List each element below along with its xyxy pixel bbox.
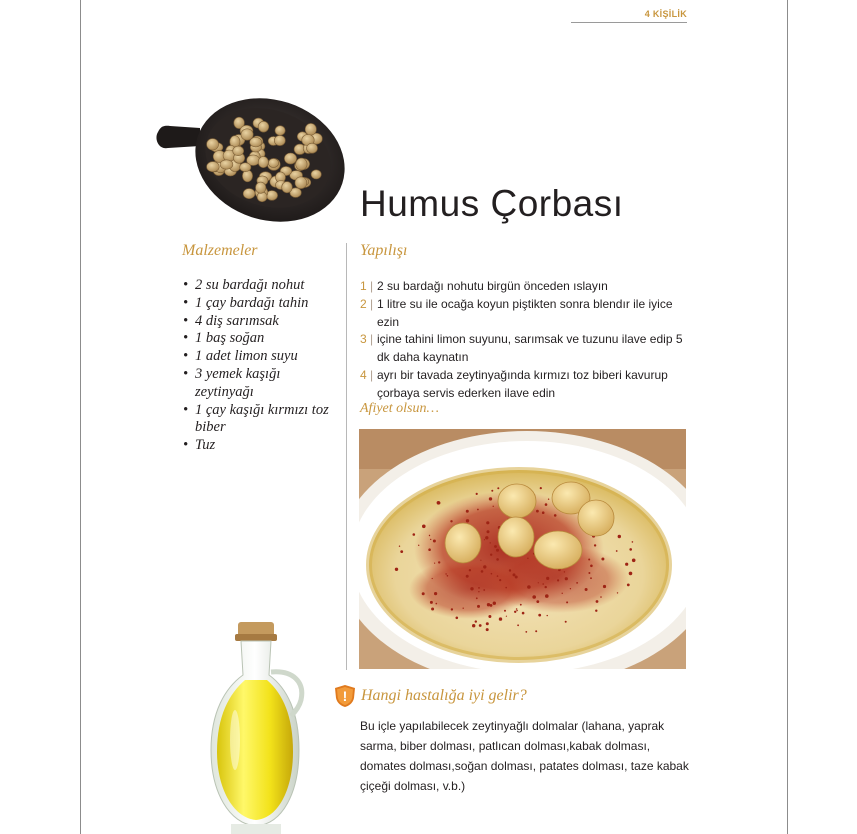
paprika-speck	[438, 502, 441, 505]
paprika-speck	[554, 514, 557, 517]
paprika-speck	[493, 506, 494, 507]
step-text: 1 litre su ile ocağa koyun piştikten sonra blendır ile iyice ezin	[377, 296, 673, 329]
paprika-speck	[616, 550, 618, 552]
paprika-speck	[476, 493, 478, 495]
step-number	[360, 278, 373, 296]
paprika-speck	[536, 510, 539, 513]
chickpea	[250, 137, 262, 147]
paprika-speck	[399, 546, 400, 547]
paprika-speck	[463, 608, 464, 609]
paprika-speck	[487, 530, 490, 533]
step-text: içine tahini limon suyunu, sarımsak ve tuzunu ilave edip 5 dk daha kaynatın	[377, 332, 683, 365]
paprika-speck	[562, 593, 563, 594]
ingredient-item	[183, 366, 341, 402]
paprika-speck	[395, 568, 398, 571]
ingredient-item	[183, 295, 341, 313]
info-heading: Hangi hastalığa iyi gelir?	[361, 687, 527, 704]
paprika-speck	[546, 577, 549, 580]
paprika-speck	[496, 549, 499, 552]
paprika-speck	[493, 602, 496, 605]
chickpea	[307, 143, 318, 153]
paprika-speck	[466, 575, 469, 578]
paprika-speck	[478, 587, 480, 589]
paprika-speck	[625, 563, 628, 566]
paprika-speck	[538, 614, 541, 617]
paprika-speck	[483, 589, 485, 591]
step-item	[360, 367, 690, 403]
paprika-speck	[434, 592, 437, 595]
bullet: •	[183, 365, 189, 382]
recipe-title: Humus Çorbası	[360, 183, 624, 224]
paprika-speck	[433, 540, 436, 543]
paprika-speck	[466, 519, 469, 522]
paprika-speck	[565, 577, 568, 580]
paprika-speck	[478, 591, 479, 592]
paprika-speck	[588, 572, 590, 574]
olive-oil-bottle-image	[205, 620, 305, 834]
ingredient-text: 3 yemek kaşığı zeytinyağı	[195, 365, 281, 400]
step-number-value: 3	[360, 332, 367, 347]
paprika-speck	[565, 621, 567, 623]
step-separator: |	[370, 279, 374, 293]
step-number	[360, 331, 373, 349]
serving-count: 4 KİŞİLİK	[571, 9, 687, 23]
hummus-soup-photo	[359, 429, 686, 669]
step-item	[360, 331, 690, 367]
paprika-speck	[513, 573, 516, 576]
paprika-speck	[491, 573, 493, 575]
paprika-speck	[450, 520, 452, 522]
paprika-speck	[477, 509, 479, 511]
paprika-speck	[429, 535, 430, 536]
paprika-speck	[475, 620, 477, 622]
bullet: •	[183, 330, 189, 347]
paprika-speck	[466, 510, 469, 513]
paprika-speck	[434, 563, 435, 564]
paprika-speck	[595, 610, 597, 612]
paprika-speck	[504, 610, 506, 612]
paprika-speck	[438, 561, 440, 563]
paprika-speck	[601, 558, 604, 561]
ingredient-item	[183, 277, 341, 295]
paprika-speck	[509, 569, 511, 571]
step-item	[360, 296, 690, 332]
paprika-speck	[469, 569, 471, 571]
paprika-speck	[514, 611, 516, 613]
paprika-speck	[491, 490, 493, 492]
ingredient-item	[183, 437, 341, 455]
paprika-speck	[557, 579, 559, 581]
paprika-speck	[496, 558, 499, 561]
step-item	[360, 278, 690, 296]
chickpea-scoop-image	[152, 98, 348, 228]
paprika-speck	[413, 533, 416, 536]
chickpea	[240, 163, 251, 172]
paprika-speck	[627, 584, 630, 587]
paprika-speck	[590, 565, 593, 568]
chickpea	[207, 162, 220, 172]
paprika-speck	[451, 608, 453, 610]
paprika-speck	[548, 499, 549, 500]
ingredients-heading: Malzemeler	[182, 242, 258, 259]
paprika-speck	[617, 592, 618, 593]
paprika-speck	[516, 610, 517, 611]
paprika-speck	[538, 582, 539, 583]
ingredient-text: Tuz	[195, 437, 216, 454]
paprika-speck	[422, 592, 425, 595]
paprika-speck	[497, 575, 499, 577]
paprika-speck	[483, 565, 486, 568]
paprika-speck	[540, 487, 542, 489]
step-separator: |	[370, 332, 374, 347]
ingredient-text: 4 diş sarımsak	[195, 312, 279, 329]
paprika-speck	[489, 497, 492, 500]
paprika-speck	[520, 604, 522, 606]
paprika-speck	[594, 544, 596, 546]
paprika-speck	[588, 559, 590, 561]
paprika-speck	[527, 585, 531, 589]
paprika-speck	[476, 597, 478, 599]
paprika-speck	[499, 617, 502, 620]
paprika-speck	[472, 624, 475, 627]
bullet: •	[183, 312, 189, 329]
paprika-speck	[545, 586, 547, 588]
paprika-speck	[547, 615, 548, 616]
paprika-speck	[430, 539, 431, 540]
paprika-speck	[456, 617, 459, 620]
chickpea	[311, 170, 321, 179]
chickpea	[274, 135, 285, 145]
paprika-speck	[542, 583, 544, 585]
ingredient-text: 1 çay bardağı tahin	[195, 294, 309, 311]
chickpea	[275, 126, 285, 136]
step-text: ayrı bir tavada zeytinyağında kırmızı toz biberi kavurup çorbaya servis ederken ilave edin	[377, 367, 668, 400]
paprika-speck	[535, 630, 537, 632]
chickpea	[296, 158, 307, 170]
step-number-value: 2	[360, 296, 367, 311]
paprika-speck	[506, 616, 507, 617]
chickpea	[207, 139, 219, 150]
paprika-speck	[570, 588, 571, 589]
paprika-speck	[499, 579, 501, 581]
paprika-speck	[542, 511, 545, 514]
ingredient-text: 1 baş soğan	[195, 330, 265, 347]
paprika-speck	[436, 603, 438, 605]
paprika-speck	[431, 608, 434, 611]
paprika-speck	[629, 572, 633, 576]
paprika-speck	[488, 615, 491, 618]
paprika-speck	[480, 560, 481, 561]
steps-heading: Yapılışı	[360, 242, 408, 259]
paprika-speck	[497, 487, 499, 489]
step-number	[360, 367, 373, 385]
paprika-speck	[545, 594, 549, 598]
exclamation-shield-icon	[333, 684, 357, 708]
chickpea	[284, 153, 296, 164]
paprika-speck	[486, 622, 489, 625]
paprika-speck	[515, 576, 518, 579]
paprika-speck	[477, 605, 480, 608]
paprika-speck	[596, 600, 599, 603]
paprika-speck	[486, 521, 489, 524]
step-number-value: 1	[360, 279, 367, 293]
paprika-speck	[479, 624, 482, 627]
paprika-speck	[566, 601, 568, 603]
paprika-speck	[545, 503, 548, 506]
closing-note: Afiyet olsun…	[360, 401, 439, 416]
paprika-speck	[525, 631, 527, 633]
info-text: Bu içle yapılabilecek zeytinyağlı dolmalar (lahana, yaprak sarma, biber dolması, patlıcan dolması,kabak dolması, domates dolması,soğan dolması, patates dolması, taze kabak çiçeği dolması, v.b.)	[360, 719, 689, 793]
paprika-speck	[505, 587, 507, 589]
paprika-speck	[536, 600, 539, 603]
chickpea	[258, 121, 269, 132]
ingredient-item	[183, 402, 341, 438]
chickpea	[233, 146, 244, 156]
paprika-speck	[486, 628, 489, 631]
chickpea	[258, 157, 268, 168]
paprika-speck	[532, 595, 536, 599]
page-right-border	[787, 0, 788, 834]
paprika-speck	[590, 577, 592, 579]
paprika-speck	[527, 558, 528, 559]
step-number-value: 4	[360, 367, 367, 382]
chickpea	[256, 182, 266, 193]
paprika-speck	[470, 587, 473, 590]
paprika-speck	[522, 612, 525, 615]
ingredient-text: 1 adet limon suyu	[195, 348, 298, 365]
paprika-speck	[516, 608, 518, 610]
ingredient-item	[183, 348, 341, 366]
bullet: •	[183, 348, 189, 365]
paprika-speck	[490, 554, 492, 556]
paprika-speck	[494, 545, 497, 548]
paprika-speck	[603, 585, 606, 588]
ingredients-list	[183, 277, 341, 455]
paprika-speck	[632, 559, 636, 563]
paprika-speck	[487, 603, 490, 606]
bullet: •	[183, 294, 189, 311]
paprika-speck	[447, 575, 449, 577]
bullet: •	[183, 437, 189, 454]
step-text: 2 su bardağı nohutu birgün önceden ıslayın	[377, 279, 608, 293]
chickpea	[282, 182, 293, 193]
steps-list	[360, 278, 690, 403]
paprika-speck	[400, 550, 403, 553]
paprika-speck	[564, 571, 565, 572]
paprika-speck	[490, 542, 491, 543]
paprika-speck	[428, 548, 431, 551]
ingredient-text: 2 su bardağı nohut	[195, 277, 305, 293]
paprika-speck	[585, 588, 588, 591]
paprika-speck	[445, 573, 446, 574]
column-divider	[346, 243, 347, 670]
ingredient-item	[183, 313, 341, 331]
page-left-border	[80, 0, 81, 834]
chickpea	[243, 189, 255, 199]
paprika-speck	[632, 541, 634, 543]
icon-glyph: !	[342, 688, 348, 704]
paprika-speck	[430, 601, 433, 604]
paprika-speck	[484, 539, 485, 540]
ingredient-item	[183, 330, 341, 348]
paprika-speck	[629, 548, 632, 551]
chickpea	[220, 160, 233, 169]
step-separator: |	[370, 367, 374, 382]
step-number	[360, 296, 373, 314]
chickpea	[268, 159, 278, 168]
paprika-speck	[422, 525, 426, 529]
bullet: •	[183, 277, 189, 293]
step-separator: |	[370, 296, 374, 311]
ingredient-text: 1 çay kaşığı kırmızı toz biber	[195, 401, 329, 436]
paprika-speck	[481, 570, 484, 573]
paprika-speck	[432, 578, 433, 579]
chickpea	[305, 123, 316, 135]
paprika-speck	[517, 624, 519, 626]
chickpea	[295, 177, 307, 189]
paprika-speck	[485, 536, 488, 539]
paprika-speck	[418, 545, 419, 546]
paprika-speck	[576, 582, 578, 584]
paprika-speck	[618, 535, 621, 538]
bullet: •	[183, 401, 189, 418]
paprika-speck	[600, 596, 602, 598]
